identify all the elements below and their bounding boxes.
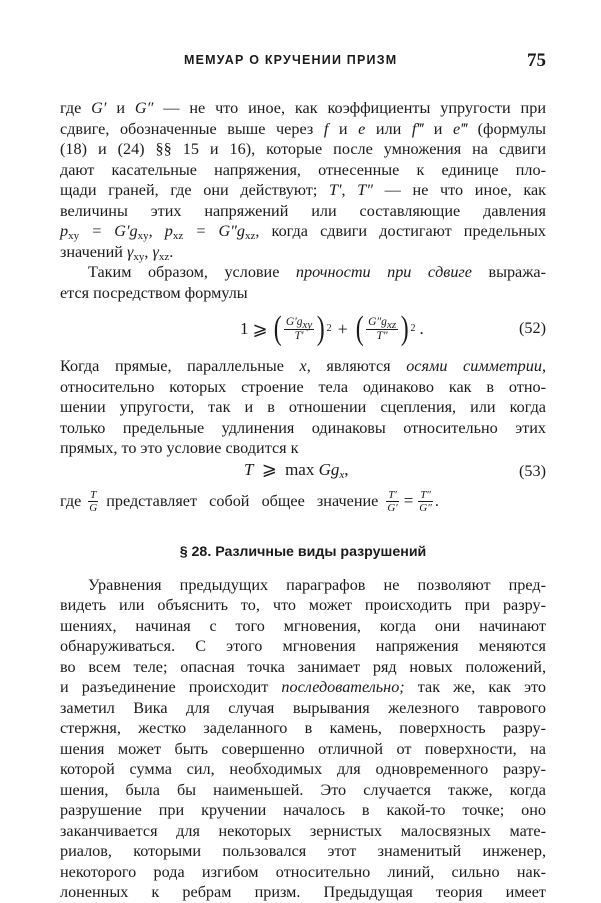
text-line: и разъединение происходит последовательно; так же, как это <box>60 678 546 696</box>
text-line: Таким образом, условие прочности при сдвиге выража- <box>88 263 546 281</box>
formula-53 <box>60 459 546 485</box>
text-line: шения, была бы наименьшей. Это случается также, когда <box>60 780 546 799</box>
text-line: Уравнения предыдущих параграфов не позволяют пред- <box>88 575 546 594</box>
right-paren: ) <box>400 310 409 347</box>
paragraph-2 <box>60 262 546 303</box>
text-line: сдвиге, обозначенные выше через f и e или f‴ и e‴ (формулы <box>60 119 546 138</box>
text-line: стержня, жестко заделанного в камень, поверхность разру- <box>60 719 546 737</box>
page-number: 75 <box>527 50 546 71</box>
text-line: заметил Вика для случая вырывания железного таврового <box>60 698 546 717</box>
text-line: шениях, начиная с того мгновения, когда они начинают <box>60 616 546 635</box>
fraction: $\frac{G'g_{xy}}{T'}$ <box>285 315 313 342</box>
text-line: риалов, которыми пользовался этот знаменитый инженер, <box>60 842 546 860</box>
running-title: МЕМУАР О КРУЧЕНИИ ПРИЗМ <box>184 53 398 67</box>
page-body <box>60 98 546 903</box>
text-line: прямых, то это условие сводится к <box>60 439 299 457</box>
text-line: относительно которых строение тела одинаково как в отно- <box>60 377 546 396</box>
equation-number: (53) <box>519 461 546 480</box>
text-line: величины этих напряжений или составляющие давления <box>60 201 546 220</box>
paragraph-4 <box>60 575 546 903</box>
formula-52-expression: 1 ⩾ ( $\frac{G'g_{xy}}{T'}$ ) 2 + ( $\frac{G''g_{xz}}{T''}$ ) 2 . <box>240 310 424 347</box>
text-line: которой сумма сил, необходимых для одновременного разру- <box>60 760 546 778</box>
fraction: $\frac{T}{G}$ <box>89 489 98 514</box>
paragraph-1 <box>60 98 546 262</box>
text-line: обнаруживаться. С этого мгновения напряжения меняются <box>60 637 546 655</box>
text-line: где G′ и G″ — не что иное, как коэффициенты упругости при <box>60 99 546 117</box>
text-line: во всем теле; опасная точка занимает ряд новых положений, <box>60 657 546 676</box>
fraction: $\frac{G''g_{xz}}{T''}$ <box>368 315 397 342</box>
equation-number: (52) <box>519 319 546 337</box>
left-paren: ( <box>355 310 364 347</box>
text-line: ется посредством формулы <box>60 283 248 302</box>
text-line: шения может быть совершенно отличной от поверхности, на <box>60 739 546 758</box>
text-line: значений $\gamma_{xy}$, $\gamma_{xz}$. <box>60 242 174 263</box>
paragraph-3 <box>60 356 546 459</box>
text-line: заканчивается для некоторых зернистых малосвязных мате- <box>60 821 546 840</box>
section-heading: § 28. Различные виды разрушений <box>179 543 427 560</box>
text-line-formula: $p_{xy} = G'g_{xy}$, $p_{xz} = G''g_{xz}$, когда сдвиги достигают предельных <box>60 222 547 242</box>
formula-53-expression: T ⩾ $\max Gg_x$, <box>244 458 349 481</box>
fraction: $\frac{T''}{G''}$ <box>419 489 432 514</box>
text-line: щади граней, где они действуют; T′, T″ — не что иное, как <box>60 181 546 199</box>
left-paren: ( <box>273 310 282 347</box>
text-line: дают касательные напряжения, отнесенные к единице пло- <box>60 160 546 179</box>
text-line: только предельные удлинения одинаковы относительно этих <box>60 418 546 437</box>
text-line: шении упругости, так и в отношении сцепления, или когда <box>60 398 546 416</box>
text-line: разрушение при кручении началось в какой-то точке; оно <box>60 801 546 819</box>
definition-line: где $\frac{T}{G}$ представляет собой общее значение $\frac{T'}{G'}$ = $\frac{T''}{G''}$ . <box>60 489 439 514</box>
text-line: (18) и (24) §§ 15 и 16), которые после умножения на сдвиги <box>60 140 546 158</box>
text-line: Когда прямые, параллельные x, являются осями симметрии, <box>60 357 546 375</box>
formula-52 <box>60 306 546 352</box>
text-line: лоненных к ребрам призм. Предыдущая теория имеет <box>60 883 546 901</box>
page-header <box>60 50 546 74</box>
text-line: видеть или объяснить то, что может происходить при разру- <box>60 596 546 614</box>
fraction: $\frac{T'}{G'}$ <box>387 489 398 514</box>
text-line: некоторого рода изгибом относительно линий, сильно нак- <box>60 862 546 881</box>
right-paren: ) <box>316 310 325 347</box>
